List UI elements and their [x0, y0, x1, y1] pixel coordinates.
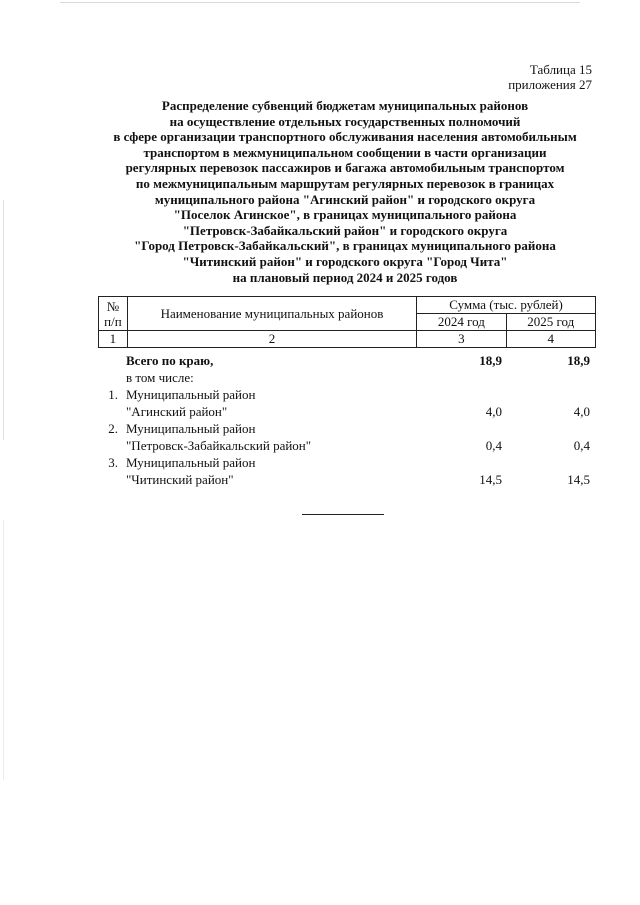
district-name: "Петровск-Забайкальский район" [126, 438, 312, 453]
table-header [98, 296, 596, 348]
table-row-cont [98, 437, 596, 454]
district-type: Муниципальный район [126, 421, 256, 436]
table-row [98, 454, 596, 471]
table-row-cont [98, 403, 596, 420]
title-line: Распределение субвенций бюджетам муниципальных районов [161, 98, 529, 113]
scan-artifact-left [3, 200, 4, 440]
row-number: 2. [108, 421, 118, 436]
row-number: 1. [108, 387, 118, 402]
district-name: "Читинский район" [126, 472, 234, 487]
value-2025: 4,0 [573, 404, 590, 419]
appendix-number: приложения 27 [508, 77, 592, 92]
title-line: на плановый период 2024 и 2025 годов [232, 269, 458, 285]
total-label: Всего по краю, [126, 353, 214, 368]
table-row [98, 420, 596, 437]
table-row [98, 386, 596, 403]
value-2024: 0,4 [485, 438, 502, 453]
title-line: "Поселок Агинское", в границах муниципального района [173, 207, 517, 223]
total-row [98, 352, 596, 369]
column-number-4: 4 [506, 331, 595, 348]
scan-artifact-top [60, 2, 580, 3]
title-line: "Петровск-Забайкальский район" и городского округа [182, 222, 508, 238]
scan-artifact-left-lower [3, 520, 4, 780]
closing-rule [302, 514, 384, 515]
including-row [98, 369, 596, 386]
total-2025: 18,9 [567, 353, 590, 368]
total-2024: 18,9 [479, 353, 502, 368]
title-line: муниципального района "Агинский район" и городского округа [154, 191, 536, 207]
header-sum: Сумма (тыс. рублей) [417, 297, 596, 314]
header-name: Наименование муниципальных районов [127, 297, 416, 331]
header-year-2025: 2025 год [506, 314, 595, 331]
table-reference [508, 62, 592, 92]
title-line: в сфере организации транспортного обслуживания населения автомобильным [113, 129, 577, 145]
table-number: Таблица 15 [529, 62, 592, 77]
title-line: на осуществление отдельных государственных полномочий [169, 113, 521, 129]
column-number-3: 3 [417, 331, 506, 348]
title-line: "Читинский район" и городского округа "Город Чита" [182, 253, 508, 269]
column-number-1: 1 [99, 331, 128, 348]
row-number: 3. [108, 455, 118, 470]
value-2025: 14,5 [567, 472, 590, 487]
header-year-2024: 2024 год [417, 314, 506, 331]
including-label: в том числе: [126, 370, 194, 385]
value-2024: 4,0 [485, 404, 502, 419]
column-number-2: 2 [127, 331, 416, 348]
value-2025: 0,4 [573, 438, 590, 453]
title-line: транспортом в межмуниципальном сообщении в части организации [143, 144, 547, 160]
table-body [98, 352, 596, 488]
district-type: Муниципальный район [126, 455, 256, 470]
district-type: Муниципальный район [126, 387, 256, 402]
document-title [90, 98, 600, 285]
value-2024: 14,5 [479, 472, 502, 487]
title-line: "Город Петровск-Забайкальский", в границах муниципального района [134, 238, 556, 254]
table-row-cont [98, 471, 596, 488]
title-line: по межмуниципальным маршрутам регулярных перевозок в границах [135, 175, 555, 191]
district-name: "Агинский район" [126, 404, 228, 419]
header-number: № п/п [99, 297, 128, 331]
title-line: регулярных перевозок пассажиров и багажа автомобильным транспортом [125, 160, 565, 176]
